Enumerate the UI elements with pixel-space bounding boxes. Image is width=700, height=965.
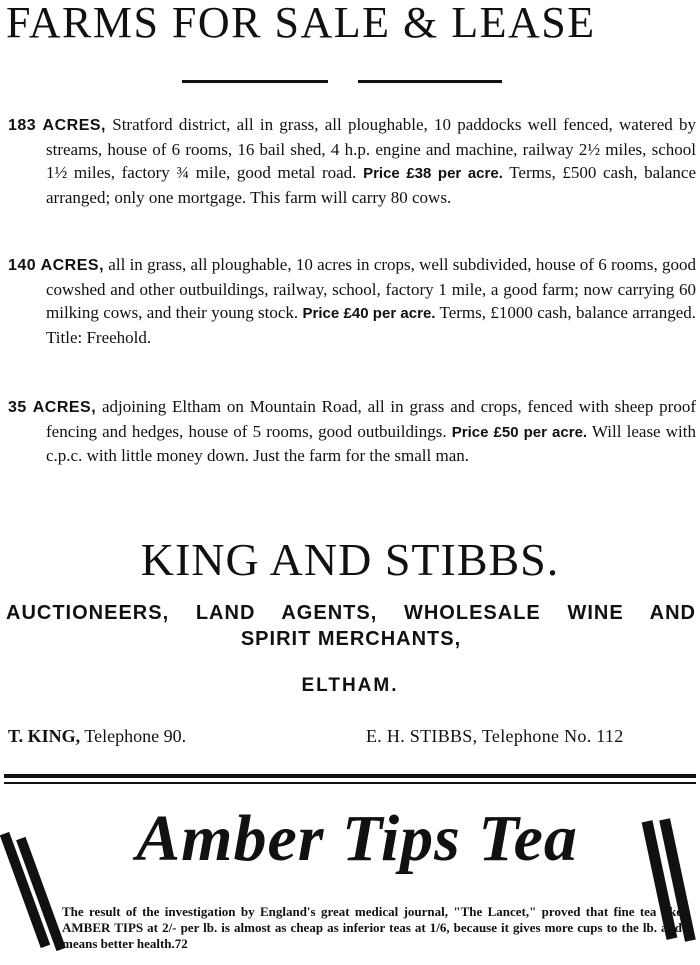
headline-rule-left: [182, 80, 328, 83]
contact-right: [366, 726, 624, 747]
listing-acres: 140 ACRES,: [8, 257, 105, 274]
section-divider-thick: [4, 774, 696, 778]
firm-town: ELTHAM.: [301, 675, 399, 696]
section-divider-thin: [4, 782, 696, 784]
farm-listing: [8, 395, 696, 468]
ad-body-text: The result of the investigation by England's great medical journal, "The Lancet," proved that fine tea like AMBER TIPS at 2/- per lb. is almost as cheap as inferior teas at 1/6, because it gives more cups to the lb. and means better health.72: [62, 904, 682, 951]
listing-description: all in grass, all ploughable, 10 acres in crops, well subdivided, house of 6 rooms, good cowshed and other outbuildings, railway, school, factory 1 mile, a good farm; now carrying 60 milking cows, and their young stock.: [46, 255, 697, 322]
contact-right-phone: Telephone No. 112: [477, 726, 624, 746]
listing-price: Price £38 per acre.: [363, 165, 503, 182]
firm-description-line-1: AUCTIONEERS, LAND AGENTS, WHOLESALE WINE AND: [6, 602, 696, 624]
listing-terms: Will lease with c.p.c. with little money down. Just the farm for the small man.: [46, 421, 696, 465]
listing-price: Price £40 per acre.: [302, 305, 436, 322]
page-headline: FARMS FOR SALE & LEASE: [6, 0, 596, 47]
listing-description: adjoining Eltham on Mountain Road, all in grass and crops, fenced with sheep proof fencing and hedges, house of 5 rooms, good outbuildings.: [46, 397, 696, 441]
firm-name: KING AND STIBBS.: [140, 534, 560, 585]
farm-listing: [8, 113, 696, 209]
contact-left-name: T. KING,: [8, 726, 81, 746]
headline-rule-right: [358, 80, 502, 83]
farm-listing: [8, 253, 696, 349]
listing-price: Price £50 per acre.: [451, 423, 588, 441]
listing-terms: Terms, £1000 cash, balance arranged. Title: Freehold.: [46, 303, 696, 347]
listing-acres: 35 ACRES,: [8, 399, 97, 416]
firm-description: [6, 600, 696, 652]
listing-terms: Terms, £500 cash, balance arranged; only one mortgage. This farm will carry 80 cows.: [46, 163, 697, 207]
contact-right-name: E. H. STIBBS,: [366, 726, 478, 746]
contact-left-phone: Telephone 90.: [80, 726, 187, 746]
contact-left: [8, 726, 186, 747]
amber-tips-logo: Amber Tips Tea: [136, 802, 578, 875]
listing-acres: 183 ACRES,: [8, 117, 106, 134]
listing-description: Stratford district, all in grass, all ploughable, 10 paddocks well fenced, watered by streams, house of 6 rooms, 16 bail shed, 4 h.p. engine and machine, railway 2½ miles, school 1½ miles, factory ¾ mile, good metal road.: [46, 115, 697, 182]
amber-tips-advertisement: [0, 790, 700, 965]
firm-description-line-2: SPIRIT MERCHANTS,: [240, 628, 462, 650]
